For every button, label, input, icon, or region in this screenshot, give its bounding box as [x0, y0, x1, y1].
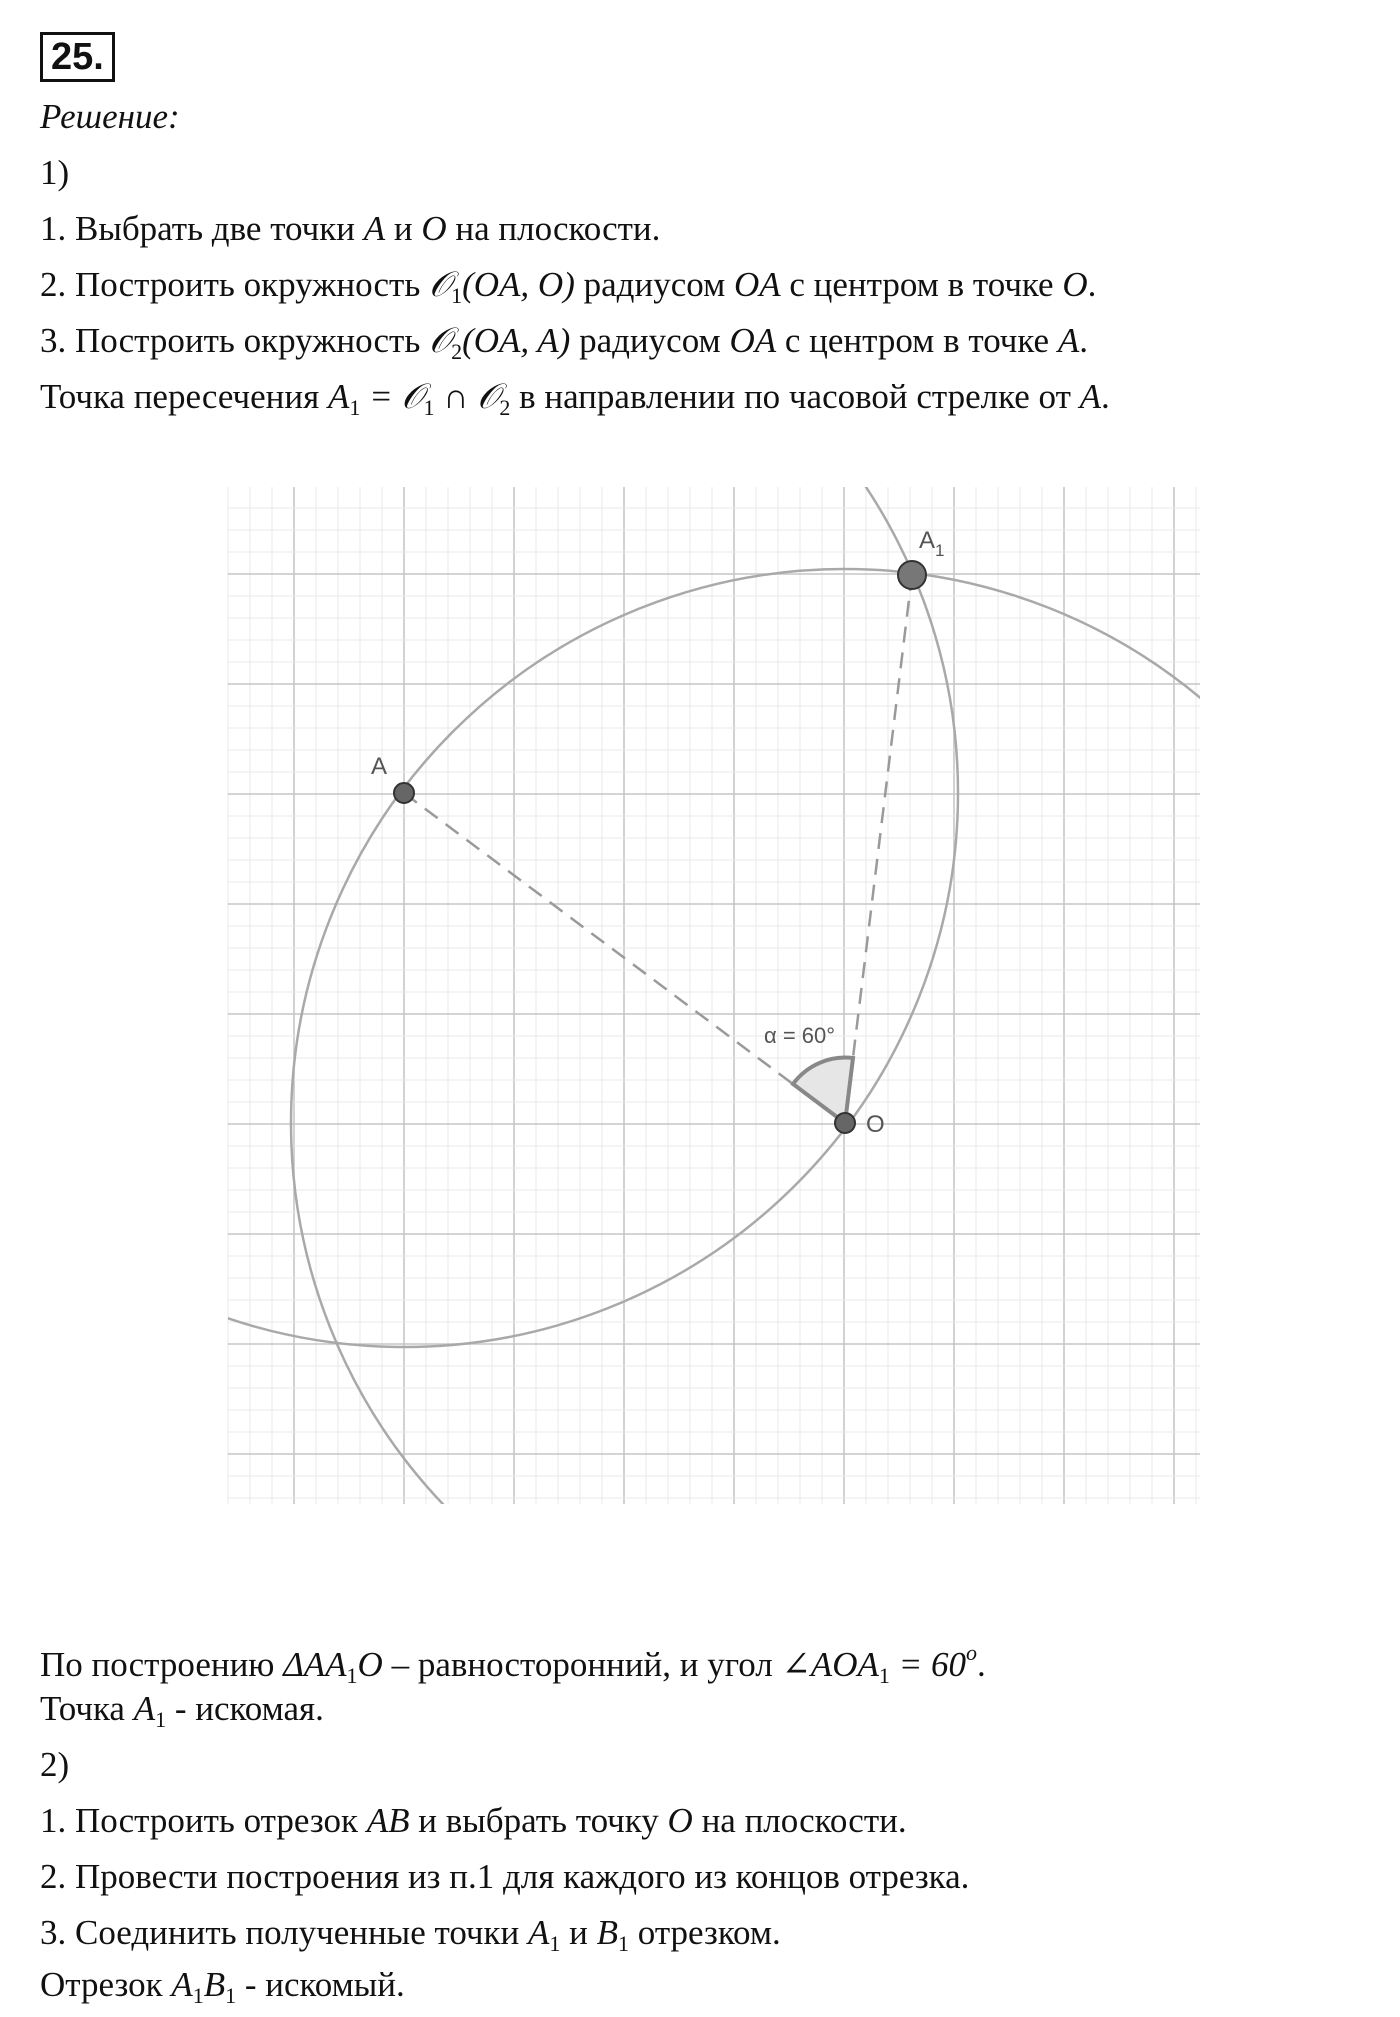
subscript: 1 — [225, 1983, 237, 2008]
text: . — [1101, 377, 1110, 416]
point-B: B — [203, 1965, 226, 2004]
circle-symbol: 𝒪 — [429, 265, 452, 304]
subscript: 1 — [451, 283, 463, 308]
text: с центром в точке — [776, 321, 1058, 360]
subscript: 1 — [155, 1707, 167, 1732]
part2-step3 — [40, 1912, 781, 1965]
circle-args: (OA, A) — [462, 321, 571, 360]
subscript: 1 — [618, 1931, 630, 1956]
label-A: A — [371, 753, 388, 780]
subscript: 1 — [192, 1983, 204, 2008]
subscript: 2 — [451, 339, 463, 364]
text: отрезком. — [629, 1913, 781, 1952]
angle-value: = 60 — [889, 1645, 966, 1684]
text: и выбрать точку — [409, 1801, 668, 1840]
point-B: B — [596, 1913, 619, 1952]
subscript: 1 — [423, 395, 435, 420]
part2-step2: 2. Провести построения из п.1 для каждого из концов отрезка. — [40, 1857, 970, 1896]
point-A1-marker — [898, 561, 926, 589]
angle-label: α = 60° — [764, 1023, 836, 1048]
degree: o — [965, 1640, 977, 1665]
task-number: 25. — [40, 32, 115, 82]
text: 3. Построить окружность — [40, 321, 430, 360]
subscript: 1 — [346, 1663, 358, 1688]
text: Точка пересечения — [40, 377, 328, 416]
label-O: O — [866, 1111, 885, 1138]
subscript: 1 — [549, 1931, 561, 1956]
subscript: 2 — [499, 395, 511, 420]
intersection-circle: ∩ 𝒪 — [434, 377, 500, 416]
text: – равносторонний, и угол — [382, 1645, 782, 1684]
text: радиусом — [574, 265, 734, 304]
text: в направлении по часовой стрелке от — [510, 377, 1080, 416]
text: Отрезок — [40, 1965, 172, 2004]
point-A: A — [1079, 377, 1102, 416]
solution-heading: Решение: — [40, 97, 180, 136]
subscript: 1 — [878, 1663, 890, 1688]
point-O-marker — [835, 1113, 855, 1133]
part2-step1 — [40, 1800, 907, 1842]
segment-OA: OA — [729, 321, 777, 360]
segment-OA: OA — [733, 265, 781, 304]
text: 3. Соединить полученные точки — [40, 1913, 529, 1952]
text: 1. Выбрать две точки — [40, 209, 364, 248]
text: на плоскости. — [692, 1801, 907, 1840]
point-A: A — [171, 1965, 193, 2004]
text: По построению — [40, 1645, 284, 1684]
segment-A1O — [845, 575, 912, 1123]
text: 1. Построить отрезок — [40, 1801, 367, 1840]
angle: ∠AOA — [781, 1645, 879, 1684]
text: на плоскости. — [446, 209, 661, 248]
text: с центром в точке — [780, 265, 1063, 304]
solution-label: Решение — [40, 97, 169, 136]
subscript: 1 — [349, 395, 361, 420]
point-A: A — [1057, 321, 1080, 360]
point-A: A — [528, 1913, 550, 1952]
equals-circle: = 𝒪 — [360, 377, 424, 416]
point-A-marker — [394, 783, 414, 803]
text: и — [560, 1913, 597, 1952]
point-A: A — [363, 209, 386, 248]
text: Точка — [40, 1689, 134, 1728]
answer1 — [40, 1688, 324, 1741]
part2-answer — [40, 1964, 405, 2017]
triangle-end: O — [357, 1645, 383, 1684]
grid — [228, 487, 1200, 1504]
text: и — [385, 209, 422, 248]
label-A1-main: A — [919, 527, 936, 554]
part2-label: 2) — [40, 1745, 70, 1784]
text: . — [1079, 321, 1088, 360]
text: 2. Построить окружность — [40, 265, 430, 304]
segment-AB: AB — [366, 1801, 410, 1840]
text: . — [976, 1645, 986, 1684]
circle-symbol: 𝒪 — [429, 321, 452, 360]
point-O: O — [1062, 265, 1088, 304]
triangle: ΔAA — [283, 1645, 347, 1684]
point-O: O — [421, 209, 447, 248]
circle-O2 — [0, 239, 958, 1347]
text: - искомая. — [166, 1689, 324, 1728]
part1-label: 1) — [40, 153, 70, 192]
text: - искомый. — [236, 1965, 405, 2004]
text: радиусом — [570, 321, 730, 360]
point-A: A — [327, 377, 350, 416]
point-A: A — [133, 1689, 156, 1728]
text: . — [1087, 265, 1097, 304]
point-O: O — [667, 1801, 693, 1840]
label-A1-sub: 1 — [935, 541, 945, 560]
circle-args: (OA, O) — [462, 265, 575, 304]
